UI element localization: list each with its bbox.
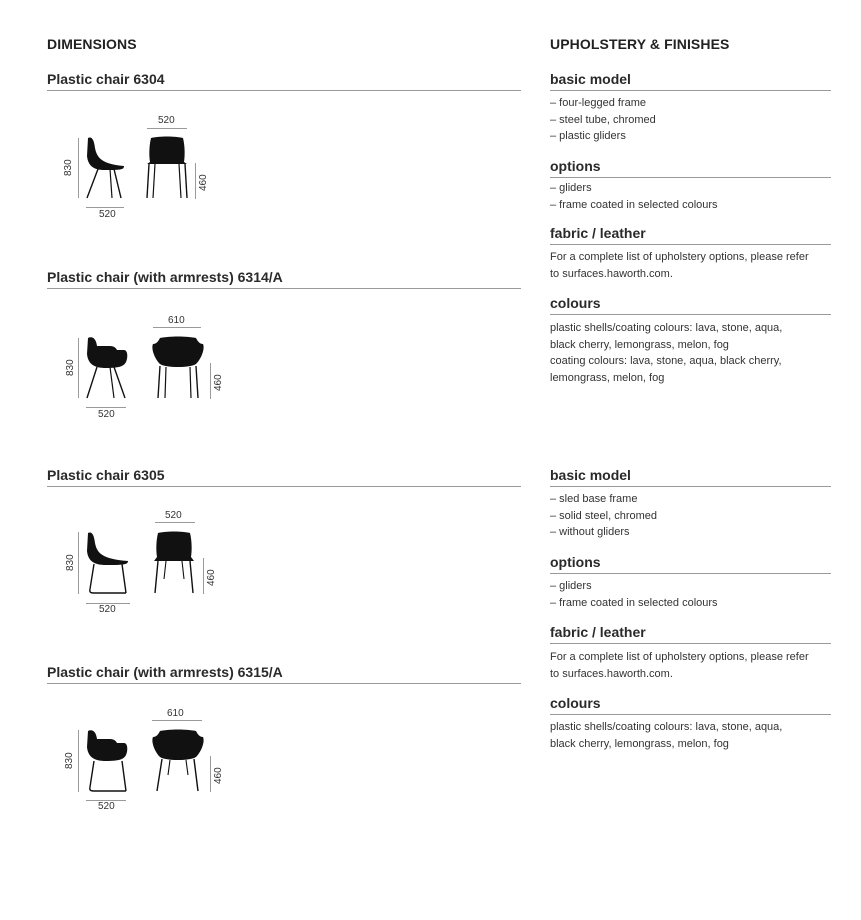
text-line: to surfaces.haworth.com. [550,667,673,680]
text-line: coating colours: lava, stone, aqua, black cherry, [550,355,782,367]
divider [47,486,521,487]
list-item: – steel tube, chromed [550,113,656,126]
divider [47,288,521,289]
seat-height-dimension: 460 [213,374,224,391]
upholstery-heading: UPHOLSTERY & FINISHES [550,36,730,52]
list-item: – gliders [550,182,592,194]
side-width-dimension: 520 [99,209,116,220]
text-line: lemongrass, melon, fog [550,371,665,384]
chair-front-view [150,336,206,400]
text-line: to surfaces.haworth.com. [550,267,673,280]
chair-front-view [145,136,189,200]
text-line: For a complete list of upholstery options, please refer [550,651,809,663]
divider [550,314,831,315]
divider [550,643,831,644]
height-dimension: 830 [65,359,76,376]
height-dimension: 830 [63,159,74,176]
text-line: For a complete list of upholstery options, please refer [550,251,809,263]
list-item: – frame coated in selected colours [550,596,718,609]
options-title: options [550,158,601,174]
list-item: – gliders [550,580,592,592]
chair-title: Plastic chair 6304 [47,71,165,87]
height-dimension: 830 [65,554,76,571]
options-list [550,578,718,611]
colours-text [550,719,782,752]
text-line: black cherry, lemongrass, melon, fog [550,737,729,750]
basic-model-list [550,95,656,145]
dimensions-heading: DIMENSIONS [47,36,137,52]
divider [550,177,831,178]
chair-title: Plastic chair 6305 [47,467,165,483]
divider [47,90,521,91]
text-line: plastic shells/coating colours: lava, stone, aqua, [550,322,783,334]
colours-text [550,320,782,386]
options-title: options [550,554,601,570]
front-width-dimension: 520 [165,510,182,521]
side-width-dimension: 520 [98,801,115,812]
seat-height-dimension: 460 [198,174,209,191]
list-item: – solid steel, chromed [550,509,657,522]
divider [550,486,831,487]
fabric-title: fabric / leather [550,225,646,241]
divider [550,244,831,245]
chair-side-view [84,729,130,793]
seat-height-dimension: 460 [213,767,224,784]
divider [550,573,831,574]
options-list [550,180,718,213]
chair-side-view [84,336,130,400]
basic-model-list [550,491,657,541]
colours-title: colours [550,295,601,311]
basic-model-title: basic model [550,71,631,87]
seat-height-dimension: 460 [206,569,217,586]
chair-front-view [152,531,196,595]
text-line: plastic shells/coating colours: lava, stone, aqua, [550,721,783,733]
chair-front-view [150,729,206,793]
chair-title: Plastic chair (with armrests) 6315/A [47,664,283,680]
height-dimension: 830 [64,752,75,769]
fabric-text [550,249,809,282]
side-width-dimension: 520 [99,604,116,615]
divider [550,90,831,91]
list-item: – sled base frame [550,493,638,505]
chair-side-view [84,531,130,595]
list-item: – four-legged frame [550,97,646,109]
divider [47,683,521,684]
fabric-text [550,649,809,682]
fabric-title: fabric / leather [550,624,646,640]
chair-title: Plastic chair (with armrests) 6314/A [47,269,283,285]
colours-title: colours [550,695,601,711]
chair-side-view [84,136,126,200]
basic-model-title: basic model [550,467,631,483]
list-item: – without gliders [550,526,630,538]
front-width-dimension: 610 [168,315,185,326]
list-item: – frame coated in selected colours [550,198,718,211]
front-width-dimension: 520 [158,115,175,126]
list-item: – plastic gliders [550,130,626,142]
text-line: black cherry, lemongrass, melon, fog [550,338,729,351]
front-width-dimension: 610 [167,708,184,719]
side-width-dimension: 520 [98,409,115,420]
divider [550,714,831,715]
